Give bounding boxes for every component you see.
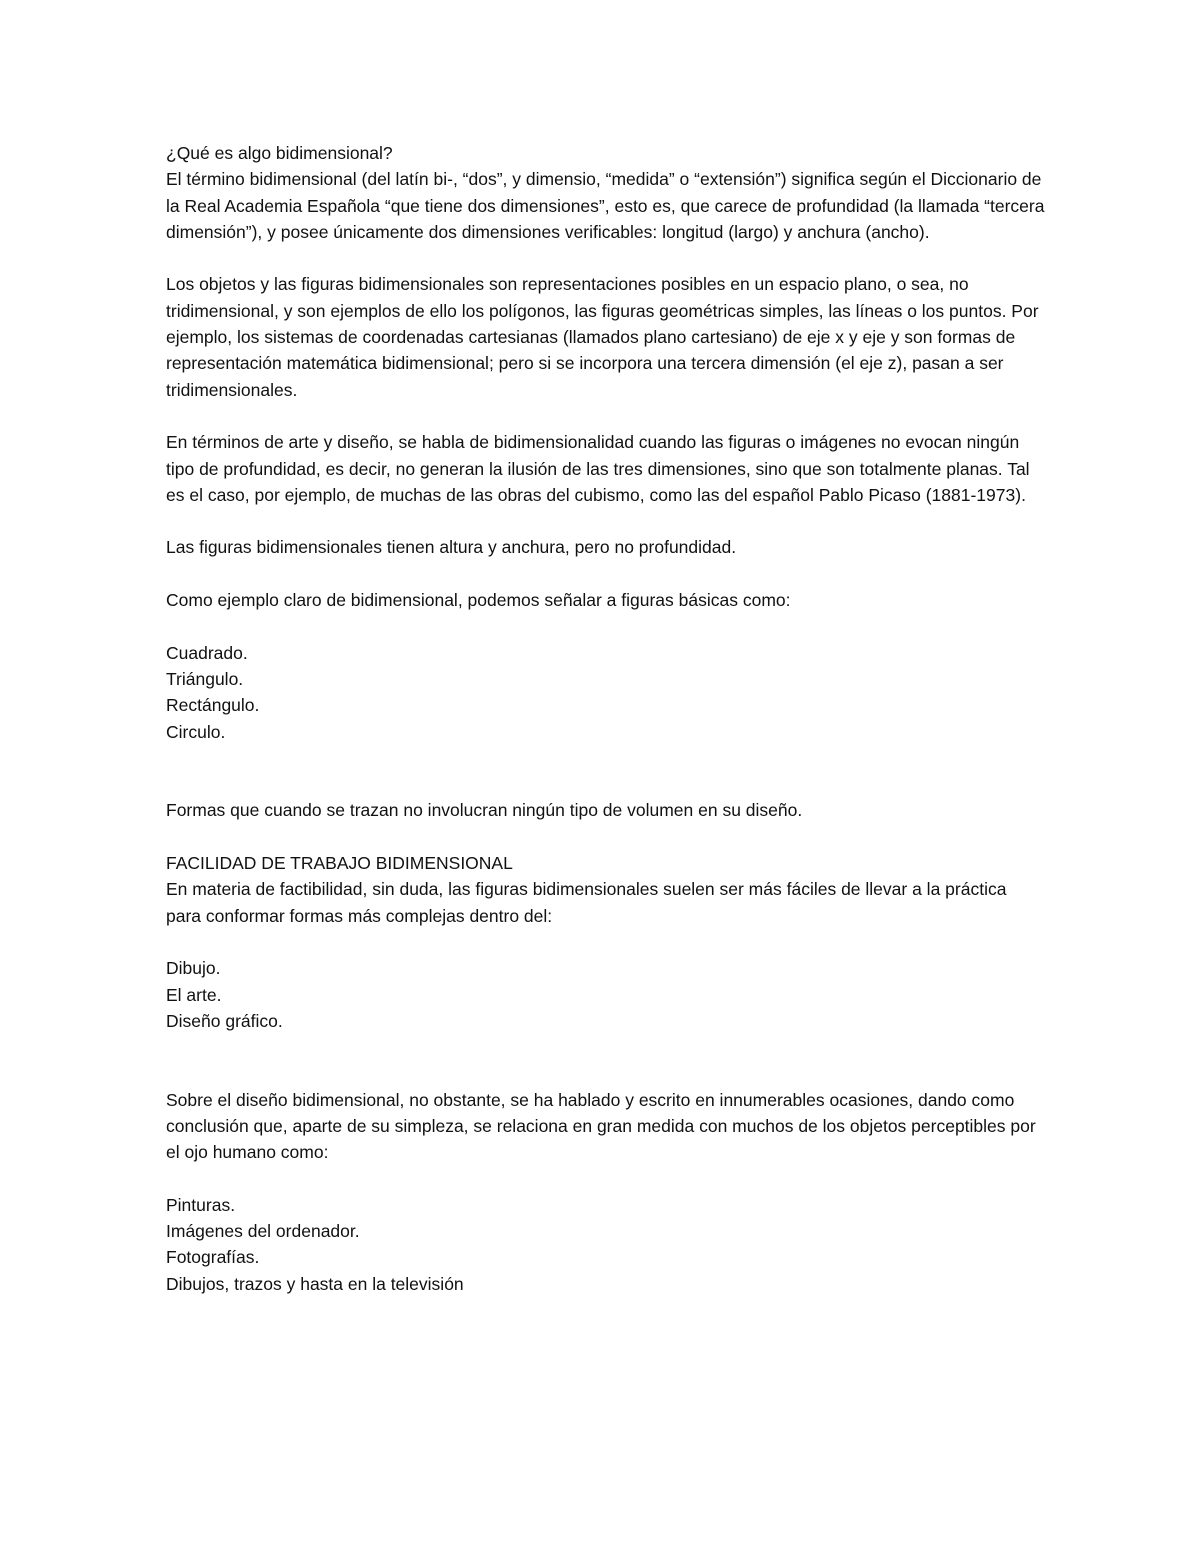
paragraph-art: En términos de arte y diseño, se habla de bidimensionalidad cuando las figuras o imágenes no evocan ningún tipo de profundidad, es decir, no generan la ilusión de las tres dimensiones, sino que son totalmente planas. Tal es el caso, por ejemplo, de muchas de las obras del cubismo, como las del español Pablo Picaso (1881-1973). [166,432,1030,505]
fields-list [166,955,1046,1034]
list-item: Circulo. [166,721,226,742]
list-item: Dibujos, trazos y hasta en la televisión [166,1273,464,1294]
paragraph-objects: Los objetos y las figuras bidimensionales son representaciones posibles en un espacio plano, o sea, no tridimensional, y son ejemplos de ello los polígonos, las figuras geométricas simples, las líneas o los puntos. Por ejemplo, los sistemas de coordenadas cartesianas (llamados plano cartesiano) de eje x y eje y son formas de representación matemática bidimensional; pero si se incorpora una tercera dimensión (el eje z), pasan a ser tridimensionales. [166,274,1039,400]
list-item: Imágenes del ordenador. [166,1221,360,1242]
spacer [166,929,1046,955]
list-item: Cuadrado. [166,642,248,663]
intro-title: ¿Qué es algo bidimensional? [166,143,393,163]
document-body [166,140,1046,1297]
paragraph-factibility: En materia de factibilidad, sin duda, las figuras bidimensionales suelen ser más fáciles de llevar a la práctica para conformar formas más complejas dentro del: [166,879,1007,926]
spacer [166,745,1046,798]
spacer [166,403,1046,429]
list-item: Fotografías. [166,1247,260,1268]
list-item: Rectángulo. [166,695,260,716]
spacer [166,245,1046,271]
paragraph-design: Sobre el diseño bidimensional, no obstante, se ha hablado y escrito en innumerables ocasiones, dando como conclusión que, aparte de su simpleza, se relaciona en gran medida con muchos de los objetos perceptibles por el ojo humano como: [166,1089,1036,1163]
spacer [166,1166,1046,1192]
perceptible-objects-list [166,1192,1046,1297]
spacer [166,1034,1046,1087]
section-heading: FACILIDAD DE TRABAJO BIDIMENSIONAL [166,853,513,874]
list-item: Triángulo. [166,668,244,689]
list-item: Dibujo. [166,958,221,979]
list-item: El arte. [166,984,222,1005]
spacer [166,561,1046,587]
paragraph-examples-intro: Como ejemplo claro de bidimensional, podemos señalar a figuras básicas como: [166,590,791,611]
spacer [166,613,1046,639]
shapes-list [166,640,1046,745]
paragraph-forms: Formas que cuando se trazan no involucran ningún tipo de volumen en su diseño. [166,800,803,821]
list-item: Diseño gráfico. [166,1010,283,1031]
intro-paragraph: El término bidimensional (del latín bi-, “dos”, y dimensio, “medida” o “extensión”) significa según el Diccionario de la Real Academia Española “que tiene dos dimensiones”, esto es, que carece de profundidad (la llamada “tercera dimensión”), y posee únicamente dos dimensiones verificables: longitud (largo) y anchura (ancho). [166,169,1045,242]
list-item: Pinturas. [166,1194,236,1215]
paragraph-height-width: Las figuras bidimensionales tienen altura y anchura, pero no profundidad. [166,537,737,558]
spacer [166,824,1046,850]
spacer [166,508,1046,534]
